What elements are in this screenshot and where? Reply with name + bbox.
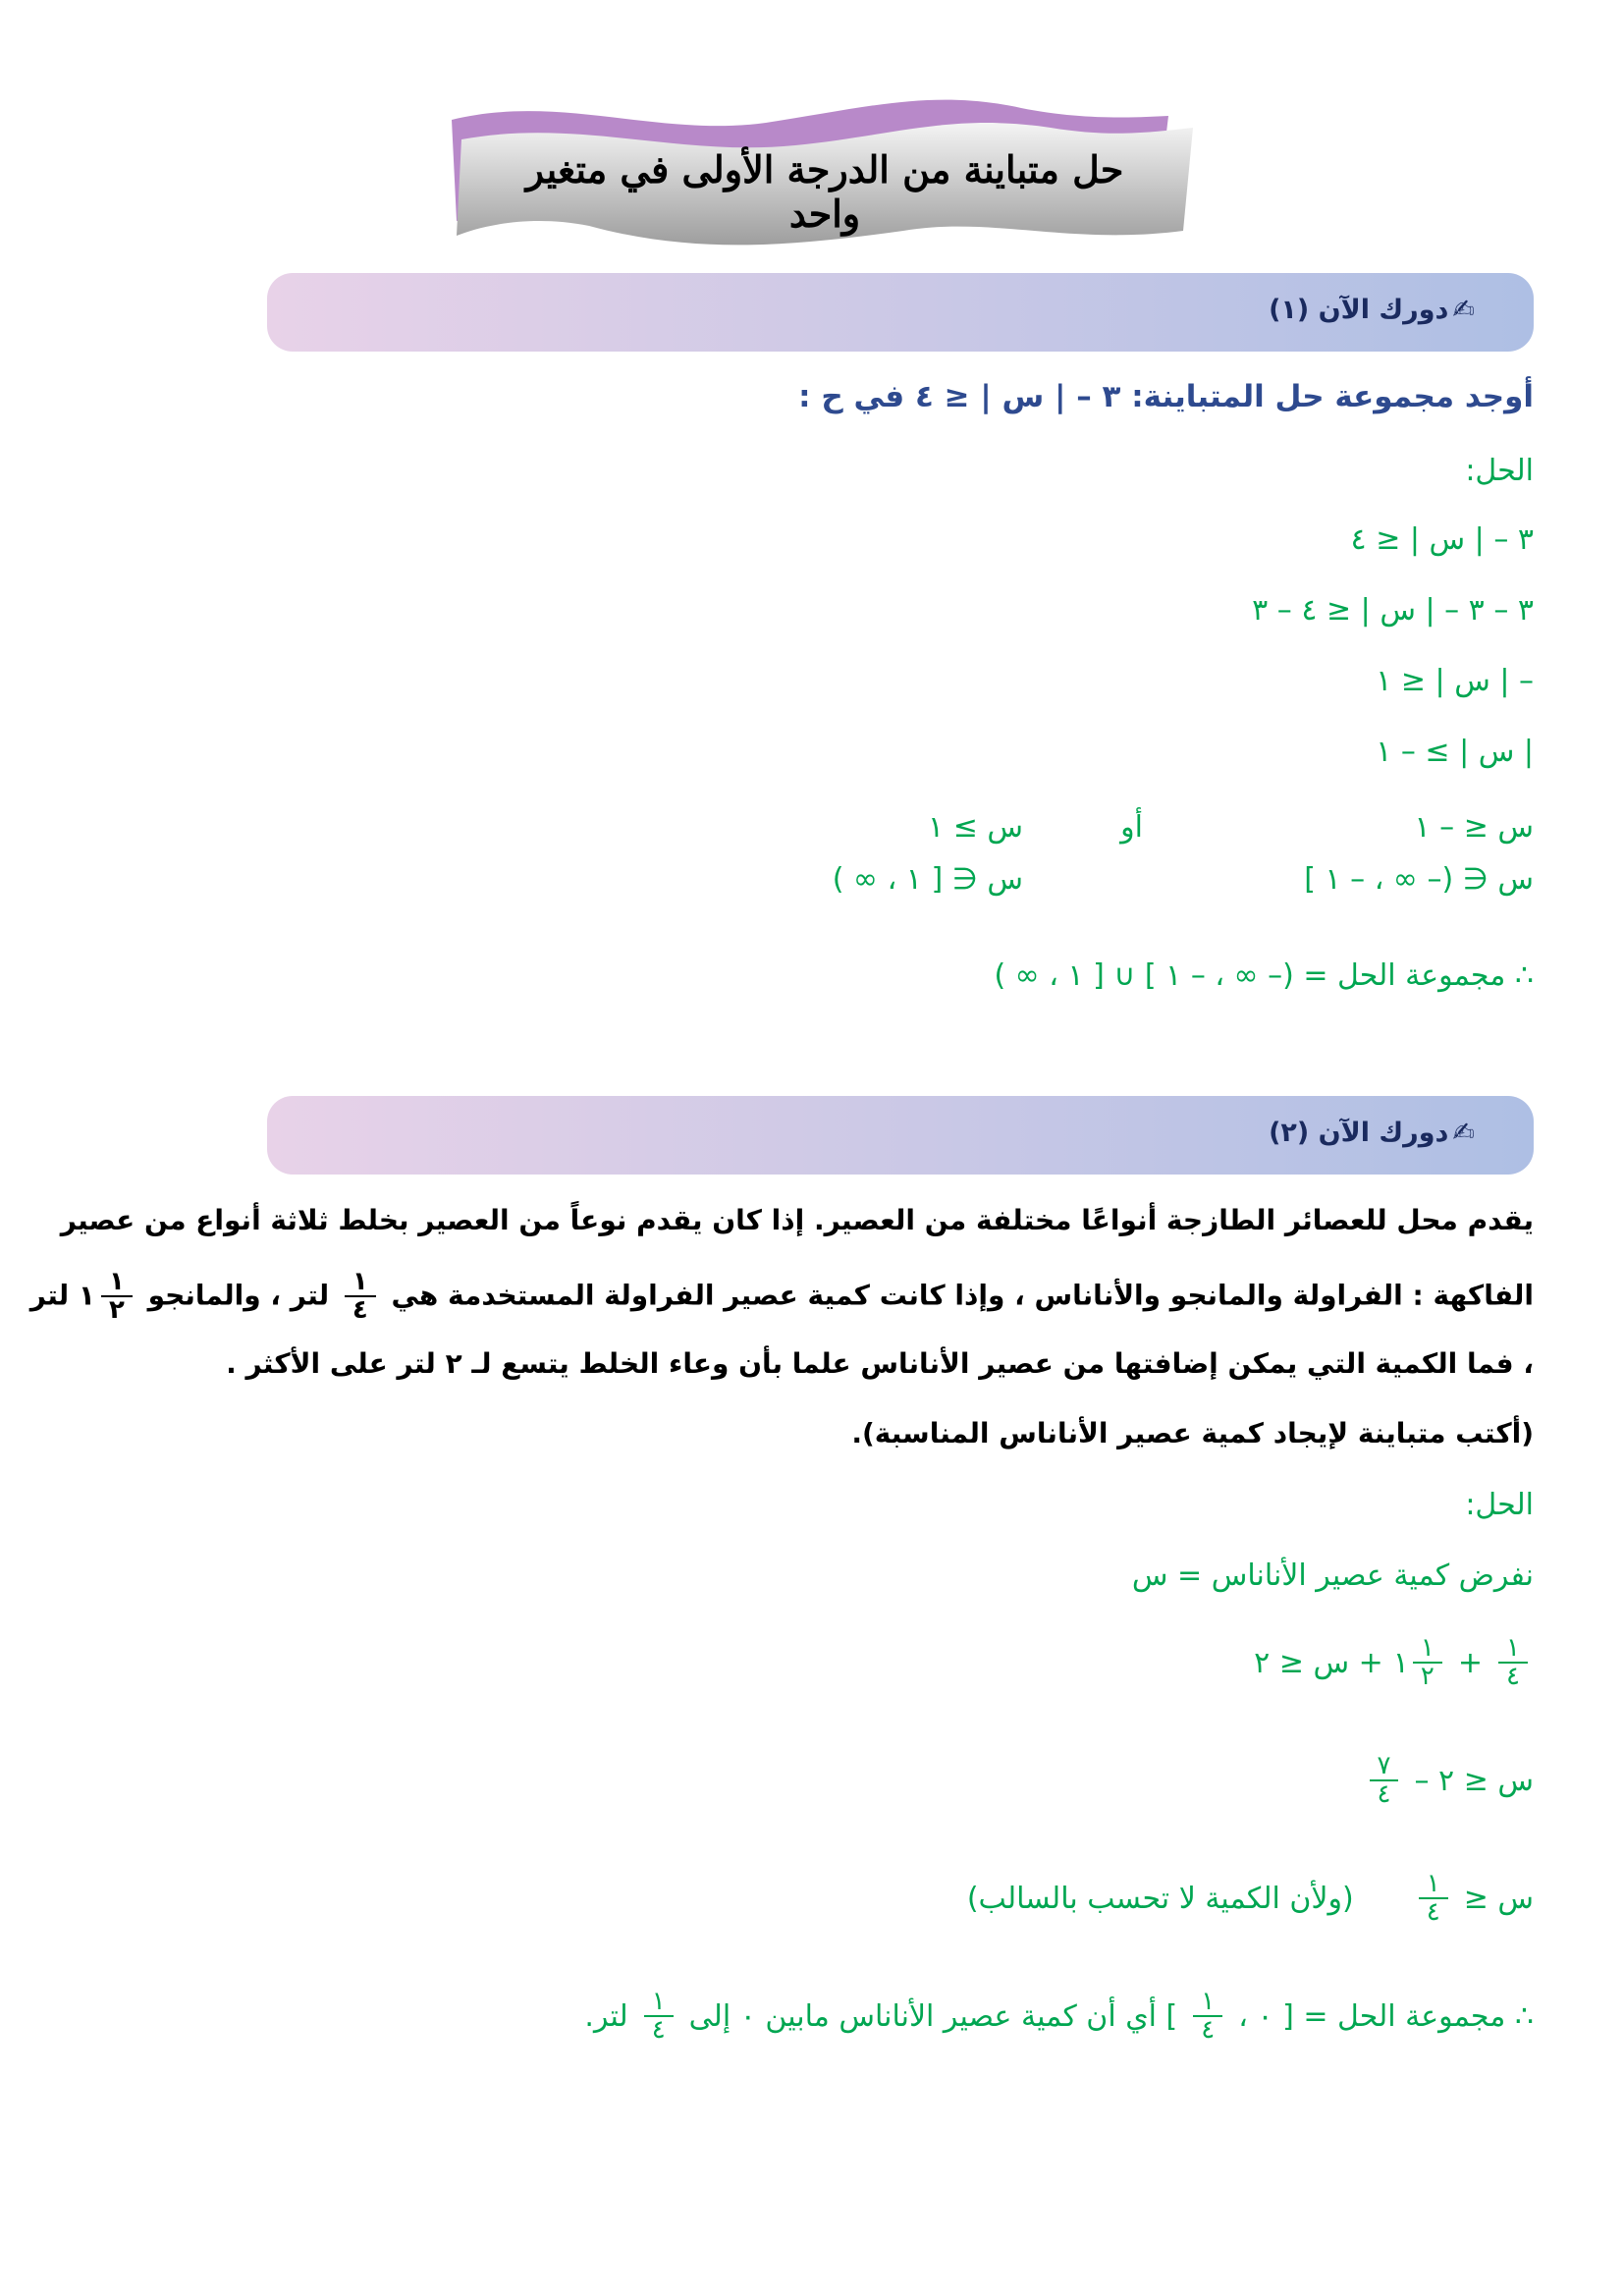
- writing-hand-icon: ✍: [1452, 295, 1475, 325]
- section-header-label: دورك الآن (١): [1269, 295, 1449, 325]
- assume-line: نفرض كمية عصير الأناناس = س: [1131, 1558, 1534, 1593]
- fraction-half: $\frac{١}{٢}$: [101, 1269, 133, 1325]
- case-right: س ≥ ١: [928, 810, 1023, 845]
- inequality-1: $\frac{١}{٤}$ + $\frac{١}{٢}$ ١ + س ≤ ٢: [1254, 1635, 1534, 1691]
- problem-text: الفاكهة : الفراولة والمانجو والأناناس ، وإذا كانت كمية عصير الفراولة المستخدمة هي: [391, 1279, 1534, 1312]
- inequality-2: س ≤ ٢ – $\frac{٧}{٤}$: [1364, 1753, 1534, 1809]
- section-header-1: [267, 273, 1534, 352]
- case-or: أو: [1120, 810, 1143, 845]
- interval-right: س ∈ [ ١ ، ∞ ): [832, 862, 1023, 897]
- solution-label-2: الحل:: [1465, 1488, 1534, 1522]
- step-1: ٣ – | س | ≤ ٤: [1350, 522, 1534, 557]
- writing-hand-icon: ✍: [1452, 1118, 1475, 1148]
- solution-label-1: الحل:: [1465, 454, 1534, 488]
- section-header-label: دورك الآن (٢): [1269, 1118, 1449, 1148]
- whole-number: ١: [78, 1279, 95, 1312]
- problem-text: لتر ، والمانجو: [147, 1279, 330, 1312]
- step-4: | س | ≥ – ١: [1376, 735, 1534, 769]
- problem-line-3: ، فما الكمية التي يمكن إضافتها من عصير الأناناس علما بأن وعاء الخلط يتسع لـ ٢ لتر على الأكثر .: [226, 1347, 1534, 1380]
- problem-line-1: يقدم محل للعصائر الطازجة أنواعًا مختلفة من العصير. إذا كان يقدم نوعاً من العصير بخلط ثلاثة أنواع من عصير: [60, 1204, 1534, 1236]
- problem-line-4: (أكتب متباينة لإيجاد كمية عصير الأناناس المناسبة).: [851, 1417, 1534, 1449]
- page-title: حل متباينة من الدرجة الأولى في متغير واحد: [525, 147, 1124, 236]
- inequality-3: س ≤ $\frac{١}{٤}$ (ولأن الكمية لا تحسب بالسالب): [966, 1869, 1534, 1928]
- problem-line-2: [29, 1267, 1534, 1326]
- solution-set-2: ∴ مجموعة الحل = [ ٠ ، $\frac{١}{٤}$ ] أي أن كمية عصير الأناناس مابين ٠ إلى $\frac{١}{٤}$ لتر.: [584, 1987, 1534, 2046]
- question-1: أوجد مجموعة حل المتباينة: ٣ – | س | ≤ ٤ في ح :: [798, 379, 1534, 414]
- case-left: س ≤ – ١: [1414, 810, 1534, 845]
- problem-text: لتر: [29, 1279, 70, 1312]
- interval-left: س ∈ (– ∞ ، – ١ ]: [1304, 862, 1534, 897]
- step-3: – | س | ≤ ١: [1376, 664, 1534, 698]
- step-2: ٣ – ٣ – | س | ≤ ٤ – ٣: [1252, 593, 1534, 628]
- solution-set-1: ∴ مجموعة الحل = (– ∞ ، – ١ ] ∪ [ ١ ، ∞ ): [994, 958, 1534, 993]
- section-header-2: [267, 1096, 1534, 1175]
- fraction-quarter: $\frac{١}{٤}$: [345, 1269, 376, 1325]
